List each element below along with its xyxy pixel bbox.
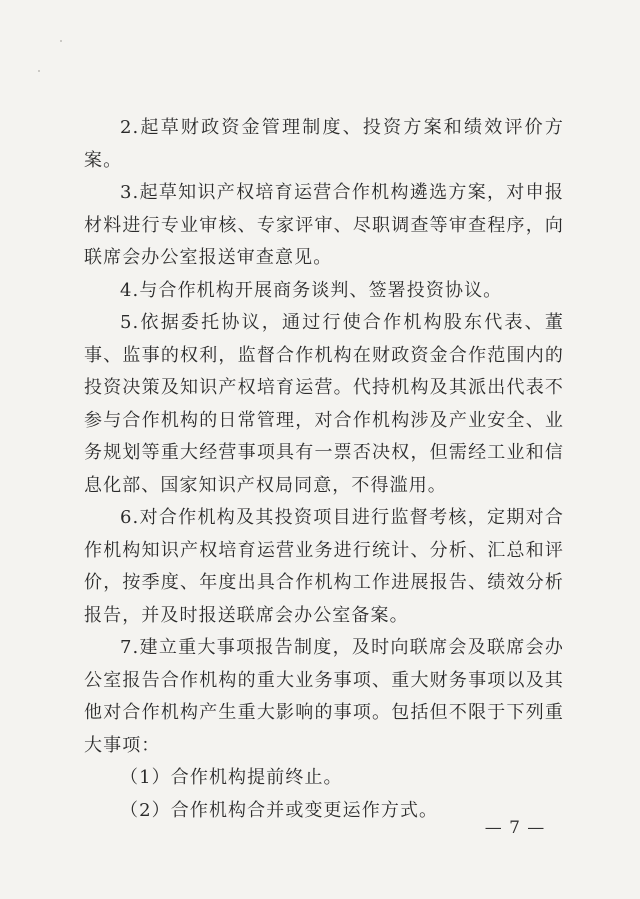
paragraph-2: 2.起草财政资金管理制度、投资方案和绩效评价方案。 <box>84 117 564 171</box>
paragraph-3: 3.起草知识产权培育运营合作机构遴选方案，对申报材料进行专业审核、专家评审、尽职调查等审查程序，向联席会办公室报送审查意见。 <box>84 182 564 268</box>
page-number: — 7 — <box>484 818 546 838</box>
scan-speck <box>38 70 40 72</box>
paragraph-7: 7.建立重大事项报告制度，及时向联席会及联席会办公室报告合作机构的重大业务事项、重大财务事项以及其他对合作机构产生重大影响的事项。包括但不限于下列重大事项： <box>84 637 564 756</box>
paragraph-4: 4.与合作机构开展商务谈判、签署投资协议。 <box>120 279 503 301</box>
paragraph-6: 6.对合作机构及其投资项目进行监督考核，定期对合作机构知识产权培育运营业务进行统计、分析、汇总和评价，按季度、年度出具合作机构工作进展报告、绩效分析报告，并及时报送联席会办公室备案。 <box>84 507 564 626</box>
document-body <box>84 112 564 827</box>
scan-speck <box>60 40 62 42</box>
list-item-2: （2）合作机构合并或变更运作方式。 <box>120 799 439 821</box>
paragraph-5: 5.依据委托协议，通过行使合作机构股东代表、董事、监事的权利，监督合作机构在财政资金合作范围内的投资决策及知识产权培育运营。代持机构及其派出代表不参与合作机构的日常管理，对合作机构涉及产业安全、业务规划等重大经营事项具有一票否决权，但需经工业和信息化部、国家知识产权局同意，不得滥用。 <box>84 312 564 496</box>
list-item-1: （1）合作机构提前终止。 <box>120 767 343 788</box>
